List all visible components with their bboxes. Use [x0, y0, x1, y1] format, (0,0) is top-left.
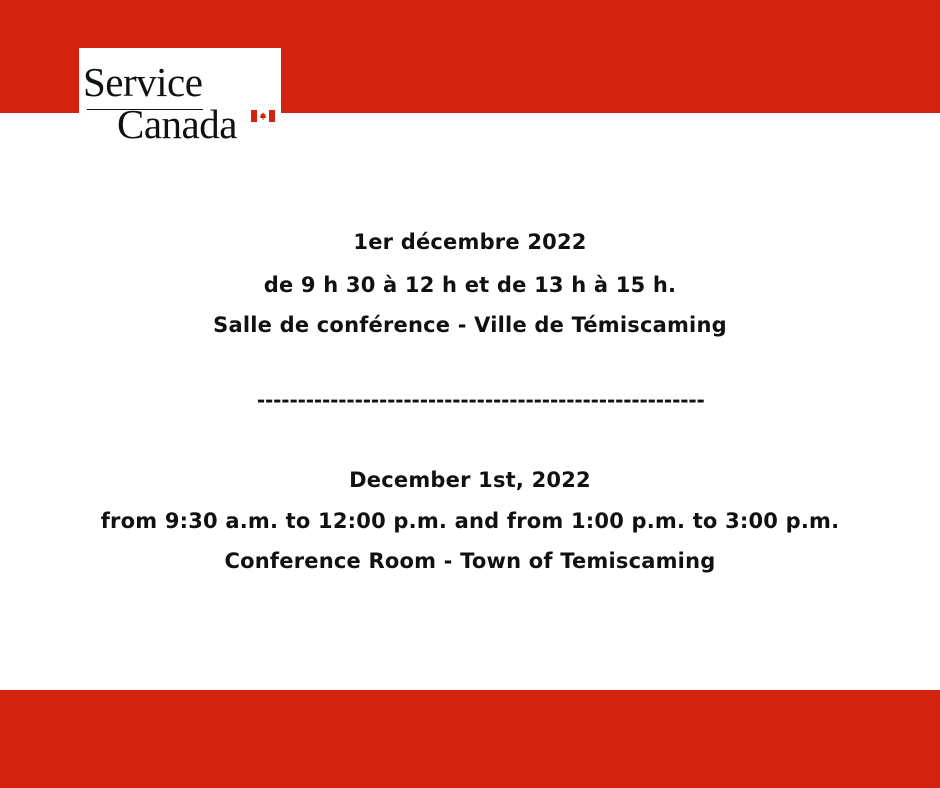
canada-flag-icon: [251, 110, 275, 122]
service-canada-logo: [79, 48, 281, 154]
section-separator: -------------------------------------------------------: [255, 388, 703, 412]
bottom-red-band: [0, 690, 940, 788]
logo-wordmark-service: Service: [83, 59, 203, 105]
english-date: December 1st, 2022: [349, 468, 591, 492]
french-time: de 9 h 30 à 12 h et de 13 h à 15 h.: [263, 273, 677, 297]
english-location: Conference Room - Town of Temiscaming: [224, 549, 716, 573]
french-date: 1er décembre 2022: [353, 230, 587, 254]
logo-wordmark-canada: Canada: [117, 101, 237, 147]
english-time: from 9:30 a.m. to 12:00 p.m. and from 1:00 p.m. to 3:00 p.m.: [100, 509, 840, 533]
french-location: Salle de conférence - Ville de Témiscaming: [213, 313, 727, 337]
